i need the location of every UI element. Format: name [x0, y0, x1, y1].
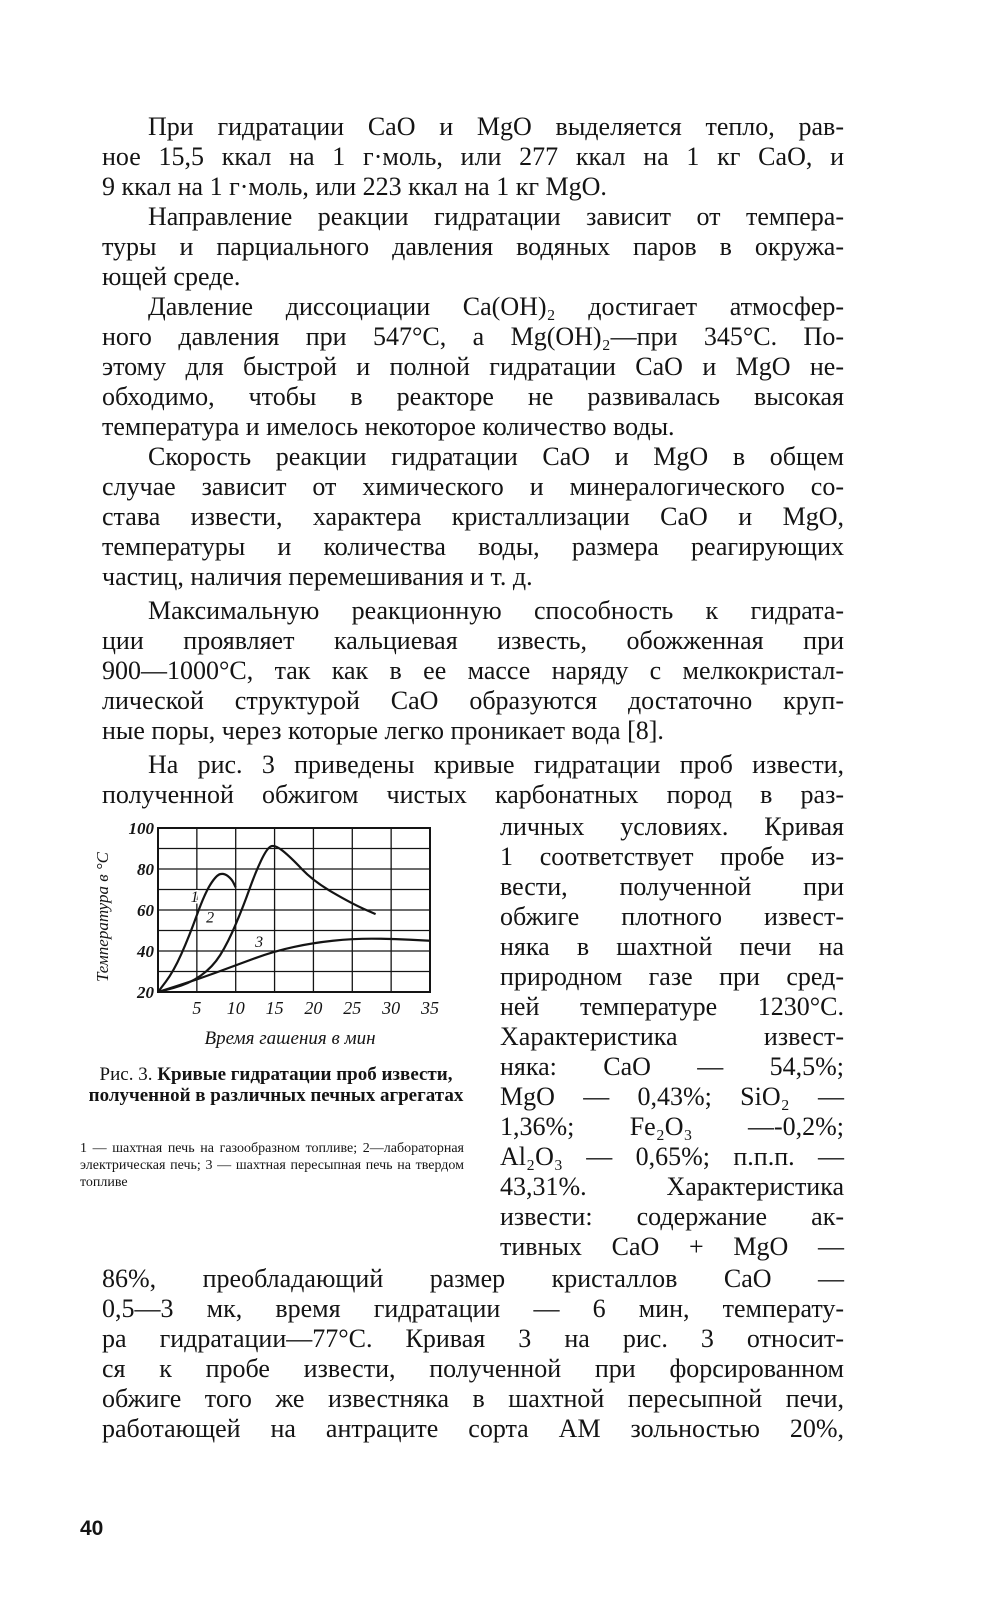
text-line: ней температуре 1230°C. — [500, 992, 844, 1021]
x-tick-label: 35 — [421, 998, 439, 1018]
text-line: няка: CaO — 54,5%; — [500, 1052, 844, 1081]
page-number: 40 — [80, 1517, 104, 1540]
caption-number: Рис. 3. — [99, 1064, 153, 1085]
text-line: 1 соответствует пробе из- — [500, 842, 844, 871]
chart-series — [158, 846, 430, 992]
text-line: обжиге плотного извест- — [500, 902, 844, 931]
text-line: MgO — 0,43%; SiO₂ — — [500, 1082, 844, 1111]
series-2-line — [158, 846, 376, 992]
text-line: извести: содержание ак- — [500, 1202, 844, 1231]
text-line: этому для быстрой и полной гидратации CaO и MgO не- — [102, 352, 844, 381]
text-line: Al₂O₃ — 0,65%; п.п.п. — — [500, 1142, 844, 1171]
figure-legend: 1 — шахтная печь на газообразном топливе; 2—лабораторная электрическая печь; 3 — шахтная пересыпная печь на твердом топливе — [80, 1141, 464, 1190]
text-line: Характеристика извест- — [500, 1022, 844, 1051]
text-line: туры и парциального давления водяных паров в окружа- — [102, 232, 844, 261]
text-line: ра гидратации—77°C. Кривая 3 на рис. 3 относит- — [102, 1324, 844, 1353]
text-line: работающей на антраците сорта АМ зольностью 20%, — [102, 1414, 844, 1443]
y-tick-label: 20 — [137, 983, 154, 1002]
text-line: Направление реакции гидратации зависит от темпера- — [148, 202, 844, 231]
hydration-chart — [78, 812, 478, 1052]
text-line: 86%, преобладающий размер кристаллов CaO — — [102, 1264, 844, 1293]
text-line: ющей среде. — [102, 262, 241, 291]
series-1-label: 1 — [190, 888, 199, 906]
text-line: 0,5—3 мк, время гидратации — 6 мин, температу- — [102, 1294, 844, 1323]
text-line: частиц, наличия перемешивания и т. д. — [102, 562, 533, 591]
text-line: личных условиях. Кривая — [500, 812, 844, 841]
x-tick-label: 15 — [265, 998, 284, 1018]
text-line: обходимо, чтобы в реакторе не развивалась высокая — [102, 382, 844, 411]
text-line: Максимальную реакционную способность к гидрата- — [148, 596, 844, 625]
text-line: полученной обжигом чистых карбонатных пород в раз- — [102, 780, 844, 809]
x-tick-label: 25 — [343, 998, 362, 1018]
series-3-label: 3 — [255, 933, 264, 951]
text-line: При гидратации CaO и MgO выделяется тепло, рав- — [148, 112, 844, 141]
text-line: няка в шахтной печи на — [500, 932, 844, 961]
text-line: случае зависит от химического и минералогического со- — [102, 472, 844, 501]
series-2-label: 2 — [206, 909, 215, 927]
x-axis-label: Время гашения в мин — [204, 1028, 376, 1049]
text-line: ции проявляет кальциевая известь, обожженная при — [102, 626, 844, 655]
text-line: природном газе при сред- — [500, 962, 844, 991]
text-line: вести, полученной при — [500, 872, 844, 901]
text-line: лической структурой CaO образуются достаточно круп- — [102, 686, 844, 715]
text-line: Давление диссоциации Ca(OH)₂ достигает атмосфер- — [148, 292, 844, 321]
text-line: тивных CaO + MgO — — [500, 1232, 844, 1261]
text-line: температуры и количества воды, размера реагирующих — [102, 532, 844, 561]
x-tick-label: 10 — [226, 998, 245, 1018]
figure-caption — [86, 1064, 466, 1106]
x-tick-label: 5 — [192, 998, 202, 1018]
series-3-line — [158, 939, 430, 992]
text-line: ся к пробе извести, полученной при форсированном — [102, 1354, 844, 1383]
text-line: ного давления при 547°C, а Mg(OH)₂—при 345°C. По- — [102, 322, 844, 351]
text-line: става извести, характера кристаллизации CaO и MgO, — [102, 502, 844, 531]
text-line: 900—1000°C, так как в ее массе наряду с мелкокристал- — [102, 656, 844, 685]
text-line: обжиге того же известняка в шахтной пересыпной печи, — [102, 1384, 844, 1413]
text-line: температура и имелось некоторое количество воды. — [102, 412, 675, 441]
y-tick-label: 80 — [137, 860, 154, 879]
y-tick-label: 60 — [137, 901, 154, 920]
y-tick-label: 100 — [128, 819, 154, 838]
x-tick-label: 20 — [304, 998, 323, 1018]
y-tick-label: 40 — [137, 942, 154, 961]
x-tick-label: 30 — [382, 998, 401, 1018]
caption-text: Кривые гидратации проб извести, полученной в различных печных агрегатах — [88, 1064, 464, 1106]
text-line: 1,36%; Fe₂O₃ —-0,2%; — [500, 1112, 844, 1141]
text-line: Скорость реакции гидратации CaO и MgO в общем — [148, 442, 844, 471]
text-line: ные поры, через которые легко проникает вода [8]. — [102, 716, 664, 745]
text-line: На рис. 3 приведены кривые гидратации проб извести, — [148, 750, 844, 779]
text-line: ное 15,5 ккал на 1 г·моль, или 277 ккал на 1 кг CaO, и — [102, 142, 844, 171]
y-axis-label: Температура в °C — [93, 851, 112, 983]
text-line: 9 ккал на 1 г·моль, или 223 ккал на 1 кг MgO. — [102, 172, 607, 201]
text-line: 43,31%. Характеристика — [500, 1172, 844, 1201]
